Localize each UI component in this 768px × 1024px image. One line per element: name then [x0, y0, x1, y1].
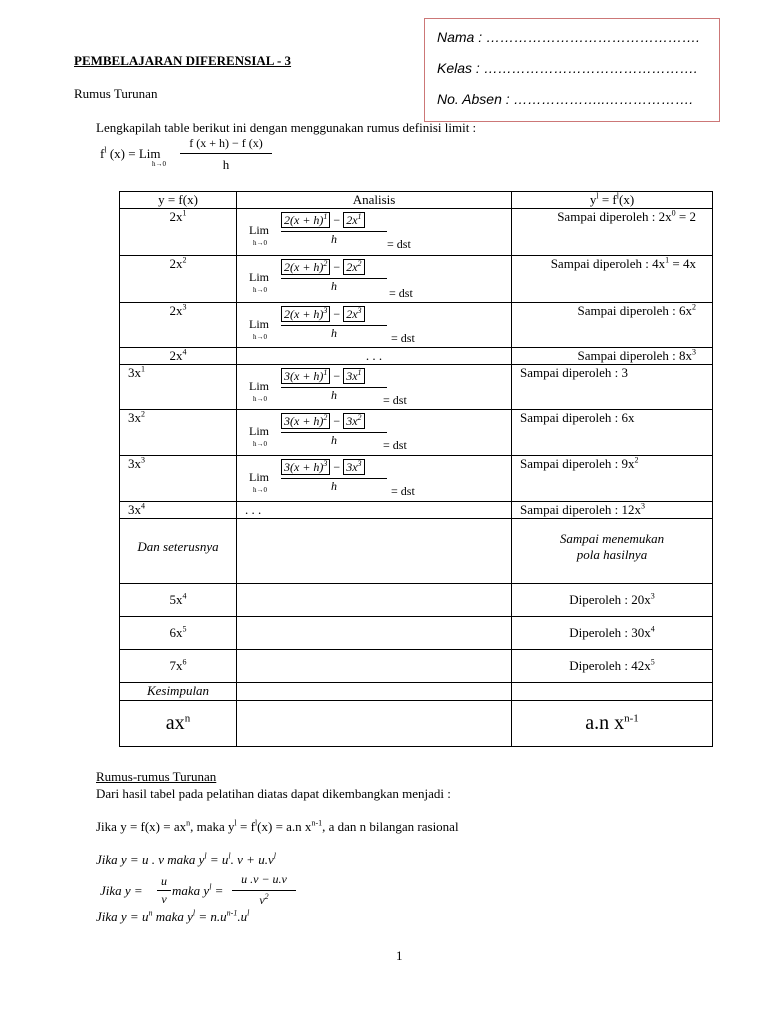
- result-cell: Sampai diperoleh : $9x^2$: [512, 456, 713, 502]
- kelas-field[interactable]: Kelas : ……………………………………….: [437, 60, 698, 76]
- quotient-fraction-line: [157, 890, 171, 891]
- quotient-main-line: [232, 890, 296, 891]
- rumus-power-rule: Jika $y = f(x) = ax^n$, maka $y^l = f^l(x) = a.n$ $x^{n-1}$, a dan n bilangan rasional: [96, 818, 459, 834]
- final-result: a.n $x^{n-1}$: [512, 701, 713, 747]
- final-analysis[interactable]: [237, 701, 512, 747]
- kesimpulan-analysis[interactable]: [237, 683, 512, 701]
- result-cell: Diperoleh : $30x^4$: [512, 617, 713, 650]
- limit-fraction: $3(x + h)^1 - 3x^1$ h: [281, 369, 391, 409]
- quotient-u: u: [161, 874, 167, 888]
- absen-field[interactable]: No. Absen : ………………..……………….: [437, 91, 694, 107]
- limit-sub: h→0: [152, 160, 166, 168]
- rumus-chain-rule: Jika $y = u^n$ maka $y^l = n.u^{n-1}.u^l$: [96, 908, 250, 924]
- etc-cell: Dan seterusnya: [120, 519, 237, 584]
- fx-cell: $2x^2$: [120, 256, 237, 303]
- limit-fraction: $3(x + h)^3 - 3x^3$ h: [281, 460, 391, 500]
- kesimpulan-result[interactable]: [512, 683, 713, 701]
- fx-cell: $7x^6$: [120, 650, 237, 683]
- instruction: Lengkapilah table berikut ini dengan menggunakan rumus definisi limit :: [96, 120, 477, 135]
- analysis-cell: Lim h→0 $2(x + h)^1 - 2x^1$ h = dst: [237, 209, 512, 256]
- result-cell: Sampai diperoleh : $12x^3$: [512, 502, 713, 519]
- subtitle: Rumus Turunan: [74, 86, 158, 101]
- result-cell: Diperoleh : $42x^5$: [512, 650, 713, 683]
- limit-fraction: $2(x + h)^3 - 2x^3$ h: [281, 307, 391, 347]
- page-title: PEMBELAJARAN DIFERENSIAL - 3: [74, 53, 292, 68]
- analysis-cell: Lim h→0 $2(x + h)^2 - 2x^2$ h = dst: [237, 256, 512, 303]
- page-number: 1: [396, 948, 403, 963]
- definition-numerator: f (x + h) − f (x): [189, 136, 263, 150]
- limit-fraction: $3(x + h)^2 - 3x^2$ h: [281, 414, 391, 454]
- etc-result-cell: Sampai menemukan pola hasilnya: [512, 519, 713, 584]
- final-fx: $ax^n$: [120, 701, 237, 747]
- fx-cell: $2x^4$: [120, 348, 237, 365]
- analysis-cell: Lim h→0 $2(x + h)^3 - 2x^3$ h = dst: [237, 303, 512, 348]
- header-derivative: $y^l = f^l(x)$: [512, 192, 713, 209]
- analysis-cell[interactable]: [237, 617, 512, 650]
- limit-fraction: $2(x + h)^1 - 2x^1$ h: [281, 213, 391, 253]
- analysis-cell: Lim h→0 $3(x + h)^1 - 3x^1$ h = dst: [237, 365, 512, 410]
- header-fx: y = f(x): [120, 192, 237, 209]
- fx-cell: $2x^3$: [120, 303, 237, 348]
- analysis-cell: Lim h→0 $3(x + h)^2 - 3x^2$ h = dst: [237, 410, 512, 456]
- result-cell: Sampai diperoleh : 3: [512, 365, 713, 410]
- limit-fraction: $2(x + h)^2 - 2x^2$ h: [281, 260, 391, 300]
- fx-cell: $3x^4$: [120, 502, 237, 519]
- rumus-intro: Dari hasil tabel pada pelatihan diatas dapat dikembangkan menjadi :: [96, 786, 451, 801]
- derivative-table: [119, 191, 713, 747]
- student-id-box: [424, 18, 720, 122]
- fx-cell: $3x^2$: [120, 410, 237, 456]
- result-cell: Sampai diperoleh : $6x^2$: [512, 303, 713, 348]
- analysis-cell: . . .: [237, 502, 512, 519]
- rumus-heading: Rumus-rumus Turunan: [96, 769, 217, 784]
- etc-analysis-cell[interactable]: [237, 519, 512, 584]
- header-analisis: Analisis: [237, 192, 512, 209]
- rumus-product-rule: Jika y = u . v maka $y^l = u^l$. $v + u.v^l$: [96, 851, 276, 867]
- result-cell: Sampai diperoleh : $4x^1 = 4x$: [512, 256, 713, 303]
- fx-cell: $6x^5$: [120, 617, 237, 650]
- limit-definition: $f^l$ (x) = Lim: [100, 145, 161, 161]
- fx-cell: $3x^1$: [120, 365, 237, 410]
- rumus-quotient-rule: Jika y =: [100, 883, 143, 898]
- result-cell: Sampai diperoleh : $2x^0 = 2$: [512, 209, 713, 256]
- fx-cell: $3x^3$: [120, 456, 237, 502]
- quotient-maka: maka $y^l$ =: [172, 882, 224, 898]
- analysis-cell: Lim h→0 $3(x + h)^3 - 3x^3$ h = dst: [237, 456, 512, 502]
- result-cell: Diperoleh : $20x^3$: [512, 584, 713, 617]
- fx-cell: $2x^1$: [120, 209, 237, 256]
- analysis-cell[interactable]: [237, 584, 512, 617]
- definition-denominator: h: [222, 157, 230, 172]
- quotient-v: v: [161, 892, 167, 906]
- kesimpulan-label: Kesimpulan: [120, 683, 237, 701]
- quotient-denominator: $v^2$: [259, 892, 269, 907]
- nama-field[interactable]: Nama : ……………………………………….: [437, 29, 700, 45]
- analysis-cell[interactable]: [237, 650, 512, 683]
- fx-cell: $5x^4$: [120, 584, 237, 617]
- definition-fraction-line: [180, 153, 272, 154]
- result-cell: Sampai diperoleh : 6x: [512, 410, 713, 456]
- analysis-cell: . . .: [237, 348, 512, 365]
- quotient-numerator: u .v − u.v: [241, 872, 287, 886]
- result-cell: Sampai diperoleh : $8x^3$: [512, 348, 713, 365]
